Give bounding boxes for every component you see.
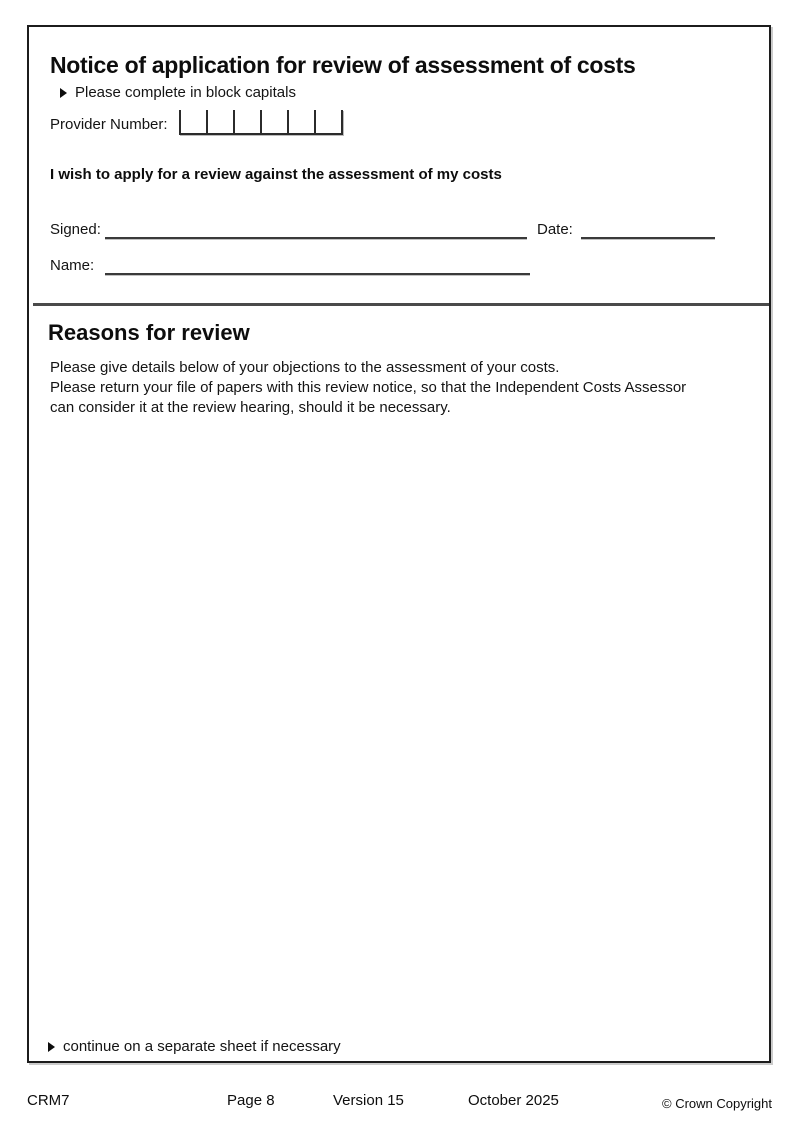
name-field[interactable] <box>105 257 530 275</box>
page-title: Notice of application for review of assessment of costs <box>50 52 636 78</box>
continue-note-label: continue on a separate sheet if necessary <box>63 1038 341 1055</box>
provider-number-cell[interactable] <box>181 110 208 133</box>
review-statement: I wish to apply for a review against the assessment of my costs <box>50 166 502 183</box>
footer-copyright: © Crown Copyright <box>662 1096 773 1111</box>
reasons-instructions <box>50 358 751 418</box>
right-pointer-icon <box>60 88 67 98</box>
name-row <box>50 255 749 275</box>
continue-note <box>48 1038 341 1056</box>
footer-page-number: Page 8 <box>227 1092 275 1109</box>
provider-number-cell[interactable] <box>289 110 316 133</box>
provider-number-comb[interactable] <box>179 110 343 135</box>
provider-number-cell[interactable] <box>235 110 262 133</box>
provider-number-row <box>50 110 769 135</box>
signed-date-row <box>50 219 749 239</box>
footer-version: Version 15 <box>333 1092 404 1109</box>
right-pointer-icon <box>48 1042 55 1052</box>
section-divider <box>33 303 769 306</box>
provider-number-cell[interactable] <box>316 110 341 133</box>
form-border-box <box>27 25 771 1063</box>
signed-label: Signed: <box>50 221 101 238</box>
instruction-line: Please give details below of your objections to the assessment of your costs. <box>50 359 560 376</box>
name-label: Name: <box>50 257 95 274</box>
block-capitals-note-label: Please complete in block capitals <box>75 84 296 101</box>
provider-number-cell[interactable] <box>262 110 289 133</box>
block-capitals-note <box>60 84 769 102</box>
reasons-text-area[interactable] <box>33 441 765 1031</box>
date-label: Date: <box>537 221 573 238</box>
provider-number-label: Provider Number: <box>50 116 168 133</box>
footer-date: October 2025 <box>468 1092 559 1109</box>
instruction-line: can consider it at the review hearing, should it be necessary. <box>50 399 451 416</box>
signed-field[interactable] <box>105 221 527 239</box>
reasons-heading: Reasons for review <box>48 320 250 345</box>
footer-form-code: CRM7 <box>27 1092 70 1109</box>
date-field[interactable] <box>581 221 715 239</box>
instruction-line: Please return your file of papers with this review notice, so that the Independent Costs Assessor <box>50 379 687 396</box>
reasons-section <box>29 311 769 418</box>
provider-number-cell[interactable] <box>208 110 235 133</box>
